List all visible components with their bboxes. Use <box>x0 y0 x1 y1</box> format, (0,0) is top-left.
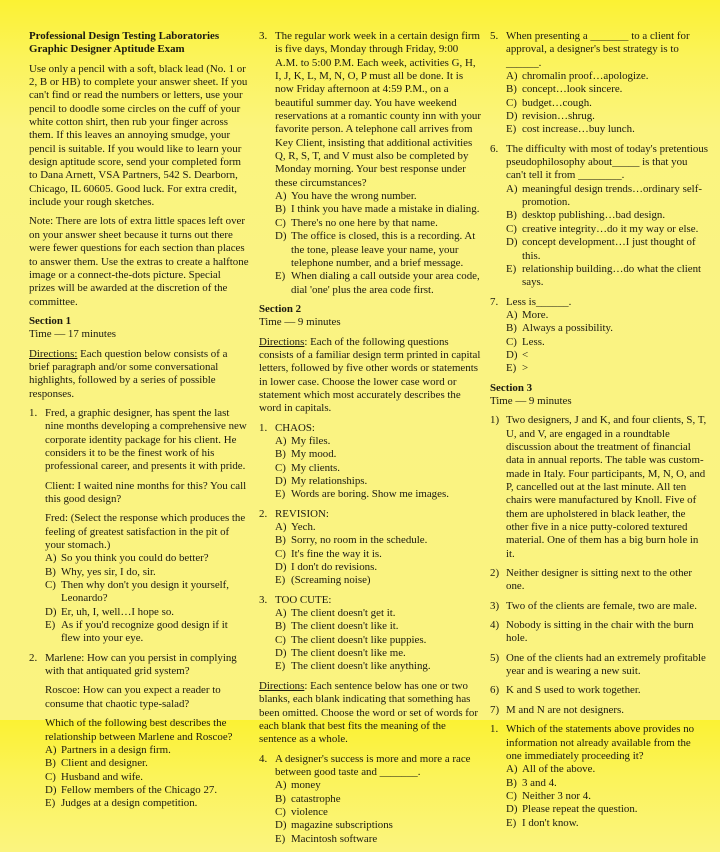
section-2-time: Time — 9 minutes <box>259 316 341 329</box>
question-paragraph: The regular work week in a certain design firm is five days, Monday through Friday, 9:00 A.M. to 5:00 P.M. Each week, activities G, H, I, J, K, L, M, N, O, P must all be done. It is now Friday afternoon at 4:59 P.M., on a beautiful summer day. You have weekend reservations at a romantic county inn with your favorite person. A telephone call arrives from Key Client, insisting that additional activities Q, R, S, T, and V must also be completed by Monday morning. Your best response under these circumstances? <box>275 30 481 189</box>
directions-label: Directions <box>259 335 305 348</box>
option-c[interactable]: C) Husband and wife. <box>45 770 143 783</box>
option-c[interactable]: C) violence <box>275 805 328 818</box>
option-b[interactable]: B) 3 and 4. <box>506 776 557 789</box>
option-e[interactable]: E) Judges at a design competition. <box>45 797 198 810</box>
option-list <box>45 552 249 645</box>
section-1-title: Section 1 <box>29 314 72 327</box>
option-d[interactable]: D) < <box>506 348 529 361</box>
question-number: 3. <box>259 30 268 42</box>
exam-header <box>29 30 249 57</box>
s2-question-4 <box>259 753 481 846</box>
s1-question-1 <box>29 407 249 646</box>
section-3-time: Time — 9 minutes <box>490 394 572 407</box>
section-2-title: Section 2 <box>259 302 302 315</box>
option-c[interactable]: C) budget…cough. <box>506 96 592 109</box>
statement-number: 4) <box>490 619 500 632</box>
question-number: 5. <box>490 30 499 42</box>
statement-text: Nobody is sitting in the chair with the burn hole. <box>506 619 694 645</box>
question-number: 7. <box>490 295 499 308</box>
question-term: TOO CUTE: <box>275 593 332 606</box>
s2-question-2 <box>259 508 481 588</box>
section-2-directions-2 <box>259 680 481 747</box>
statement-number: 1) <box>490 414 500 427</box>
note-paragraph: Note: There are lots of extra little spaces left over on your answer sheet because it turns out there were fewer questions for each section than places to answer them. Use the extras to create a halftone image or a connect-the-dots picture. Special prizes will be awarded at the discretion of the committee. <box>29 215 249 308</box>
exam-header-title: Graphic Designer Aptitude Exam <box>29 43 185 56</box>
statement-text: K and S used to work together. <box>506 684 641 697</box>
column-middle <box>259 30 481 852</box>
statement-number: 5) <box>490 651 500 664</box>
question-text: When presenting a _______ to a client for approval, a designer's best strategy is to ______. <box>506 30 690 69</box>
question-paragraph: Fred, a graphic designer, has spent the last nine months developing a comprehensive new corporate identity package for his client. He considers it to be the finest work of his professional career, and presents it with pride. <box>45 406 247 473</box>
option-c[interactable]: C) creative integrity…do it my way or else. <box>506 222 699 235</box>
section-2 <box>259 303 481 846</box>
column-left <box>29 30 249 817</box>
option-a[interactable]: A) money <box>275 779 321 792</box>
s3-question-1 <box>490 723 708 830</box>
question-number: 4. <box>259 752 268 765</box>
statement-text: Neither designer is sitting next to the other one. <box>506 567 693 593</box>
option-list <box>275 435 481 502</box>
question-text: Less is______. <box>506 295 572 308</box>
directions-label: Directions <box>259 679 305 692</box>
option-e[interactable]: E) relationship building…do what the client says. <box>506 262 702 289</box>
question-number: 6. <box>490 142 499 155</box>
s3-statement-3 <box>490 600 708 613</box>
option-d[interactable]: D) revision…shrug. <box>506 110 595 123</box>
section-1-directions <box>29 348 249 401</box>
question-paragraph: Which of the following best describes the relationship between Marlene and Roscoe? <box>45 717 233 743</box>
option-a[interactable]: A) More. <box>506 308 549 321</box>
s3-statement-5 <box>490 652 708 679</box>
question-number: 1. <box>29 406 38 419</box>
option-b[interactable]: B) catastrophe <box>275 792 341 805</box>
statement-text: M and N are not designers. <box>506 703 624 716</box>
option-e[interactable]: E) > <box>506 362 529 375</box>
option-c[interactable]: C) The client doesn't like puppies. <box>275 633 427 646</box>
s3-statement-2 <box>490 567 708 594</box>
question-text: The difficulty with most of today's pretentious pseudophilosophy about_____ is that you can't tell it from ________. <box>506 142 708 182</box>
option-c[interactable]: C) Then why don't you design it yourself, Leonardo? <box>45 579 230 605</box>
option-d[interactable]: D) The client doesn't like me. <box>275 647 406 660</box>
question-number: 2. <box>259 507 268 520</box>
statement-number: 2) <box>490 567 500 580</box>
option-list <box>506 183 708 290</box>
option-d[interactable]: D) Please repeat the question. <box>506 803 638 816</box>
option-list <box>275 779 481 846</box>
exam-header-org: Professional Design Testing Laboratories <box>29 30 220 42</box>
option-c[interactable]: C) It's fine the way it is. <box>275 547 382 560</box>
option-d[interactable]: D) magazine subscriptions <box>275 819 393 832</box>
option-e[interactable]: E) cost increase…buy lunch. <box>506 123 635 136</box>
option-d[interactable]: D) The office is closed, this is a recording. At the tone, please leave your name, your telephone number, and a brief message. <box>275 230 476 269</box>
option-e[interactable]: E) The client doesn't like anything. <box>275 660 431 673</box>
option-b[interactable]: B) Why, yes sir, I do, sir. <box>45 565 156 578</box>
question-term: REVISION: <box>275 507 329 520</box>
option-e[interactable]: E) As if you'd recognize good design if it flew into your eye. <box>45 619 228 645</box>
option-e[interactable]: E) Words are boring. Show me images. <box>275 488 449 501</box>
option-e[interactable]: E) Macintosh software <box>275 832 378 845</box>
s3-statement-7 <box>490 704 708 717</box>
statement-number: 3) <box>490 599 500 612</box>
section-2-directions <box>259 336 481 416</box>
option-a[interactable]: A) The client doesn't get it. <box>275 607 396 620</box>
option-list <box>506 309 708 376</box>
section-3-title: Section 3 <box>490 381 533 394</box>
statement-text: Two of the clients are female, two are male. <box>506 599 697 612</box>
option-list <box>506 763 708 830</box>
option-c[interactable]: C) My clients. <box>275 461 341 474</box>
option-list <box>45 744 249 811</box>
option-b[interactable]: B) My mood. <box>275 448 337 461</box>
option-c[interactable]: C) There's no one here by that name. <box>275 216 438 229</box>
question-text: A designer's success is more and more a race between good taste and _______. <box>275 752 471 778</box>
option-list <box>275 521 481 588</box>
s2-question-5 <box>490 30 708 137</box>
section-1-time: Time — 17 minutes <box>29 328 117 341</box>
option-a[interactable]: A) All of the above. <box>506 763 596 776</box>
question-number: 2. <box>29 651 38 664</box>
option-a[interactable]: A) My files. <box>275 434 331 447</box>
option-list <box>275 607 481 674</box>
option-a[interactable]: A) Yech. <box>275 521 316 534</box>
option-b[interactable]: B) Always a possibility. <box>506 322 613 335</box>
directions-text: Each question below consists of a brief paragraph and/or some conversational highlights, followed by a series of possible responses. <box>29 347 228 400</box>
statement-text: Two designers, J and K, and four clients, S, T, U, and V, are engaged in a roundtable discussion about the treatment of financial data in annual reports. The table was custom-made in Italy. Four participants, M, N, O, and P, cancelled out at the last minute. All ten chairs were manufactured by Knoll. Five of them are upholstered in black leather, the other five in a nice putty-colored textured material. One of them has a big burn hole in it. <box>506 414 707 560</box>
statement-number: 7) <box>490 703 500 716</box>
option-list <box>506 70 708 137</box>
question-paragraph: Marlene: How can you persist in complying with that antiquated grid system? <box>45 651 237 678</box>
option-e[interactable]: E) I don't know. <box>506 816 579 829</box>
option-e[interactable]: E) When dialing a call outside your area code, dial 'one' plus the area code first. <box>275 270 480 296</box>
option-b[interactable]: B) Sorry, no room in the schedule. <box>275 534 428 547</box>
s1-question-2 <box>29 652 249 811</box>
option-d[interactable]: D) Er, uh, I, well…I hope so. <box>45 605 174 618</box>
option-b[interactable]: B) Client and designer. <box>45 757 148 770</box>
option-a[interactable]: A) So you think you could do better? <box>45 552 209 565</box>
s3-statement-1 <box>490 414 708 561</box>
question-number: 1. <box>490 723 499 736</box>
option-c[interactable]: C) Neither 3 nor 4. <box>506 789 591 802</box>
question-term: CHAOS: <box>275 421 315 434</box>
question-number: 3. <box>259 593 268 606</box>
directions-text: : Each sentence below has one or two blanks, each blank indicating that something has been omitted. Choose the word or set of words for each blank that best fits the meaning of the sentence as a whole. <box>259 679 478 746</box>
option-b[interactable]: B) I think you have made a mistake in dialing. <box>275 203 480 216</box>
s2-question-1 <box>259 422 481 502</box>
statement-text: One of the clients had an extremely profitable year and is wearing a new suit. <box>506 651 706 678</box>
option-d[interactable]: D) Fellow members of the Chicago 27. <box>45 783 218 796</box>
option-b[interactable]: B) desktop publishing…bad design. <box>506 209 666 222</box>
statement-number: 6) <box>490 684 500 697</box>
directions-label: Directions: <box>29 347 78 360</box>
column-right <box>490 30 708 836</box>
question-paragraph: Client: I waited nine months for this? You call this good design? <box>45 479 247 505</box>
option-d[interactable]: D) My relationships. <box>275 475 368 487</box>
s1-question-3 <box>259 30 481 297</box>
option-d[interactable]: D) concept development…I just thought of this. <box>506 236 696 262</box>
section-3 <box>490 382 708 830</box>
option-a[interactable]: A) chromalin proof…apologize. <box>506 70 649 83</box>
question-number: 1. <box>259 421 268 434</box>
option-b[interactable]: B) concept…look sincere. <box>506 83 623 96</box>
option-b[interactable]: B) The client doesn't like it. <box>275 620 399 633</box>
section-1 <box>29 315 249 811</box>
question-text: Which of the statements above provides no information not already available from the one immediately proceeding it? <box>506 723 695 762</box>
option-e[interactable]: E) (Screaming noise) <box>275 574 371 587</box>
option-c[interactable]: C) Less. <box>506 335 545 348</box>
s2-question-3 <box>259 594 481 674</box>
s2-question-7 <box>490 296 708 376</box>
intro-paragraph: Use only a pencil with a soft, black lead (No. 1 or 2, B or HB) to complete your answer sheet. If you can't find or read the numbers or letters, use your pencil to doodle some circles on the cuff of your white cotton shirt, then rub your finger across them. If this leaves an annoying smudge, your pencil is suitable. If you would like to learn your design aptitude score, send your completed form to Dana Arnett, VSA Partners, 542 S. Dearborn, Chicago, IL 60605. Good luck. For extra credit, include your rough sketches. <box>29 62 248 209</box>
directions-text: : Each of the following questions consists of a familiar design term printed in capital letters, followed by five other words or statements in lower case. Choose the lower case word or statement which most accurately describes the word in capitals. <box>259 335 481 415</box>
s3-statement-6 <box>490 684 708 697</box>
option-list <box>275 190 481 297</box>
s2-question-6 <box>490 143 708 290</box>
question-paragraph: Roscoe: How can you expect a reader to consume that chaotic type-salad? <box>45 684 221 710</box>
option-a[interactable]: A) Partners in a design firm. <box>45 743 171 756</box>
question-paragraph: Fred: (Select the response which produces the feeling of greatest satisfaction in the pit of your stomach.) <box>45 512 246 552</box>
option-a[interactable]: A) meaningful design trends…ordinary self-promotion. <box>506 182 702 209</box>
option-a[interactable]: A) You have the wrong number. <box>275 190 417 203</box>
s3-statement-4 <box>490 619 708 646</box>
option-d[interactable]: D) I don't do revisions. <box>275 561 378 574</box>
